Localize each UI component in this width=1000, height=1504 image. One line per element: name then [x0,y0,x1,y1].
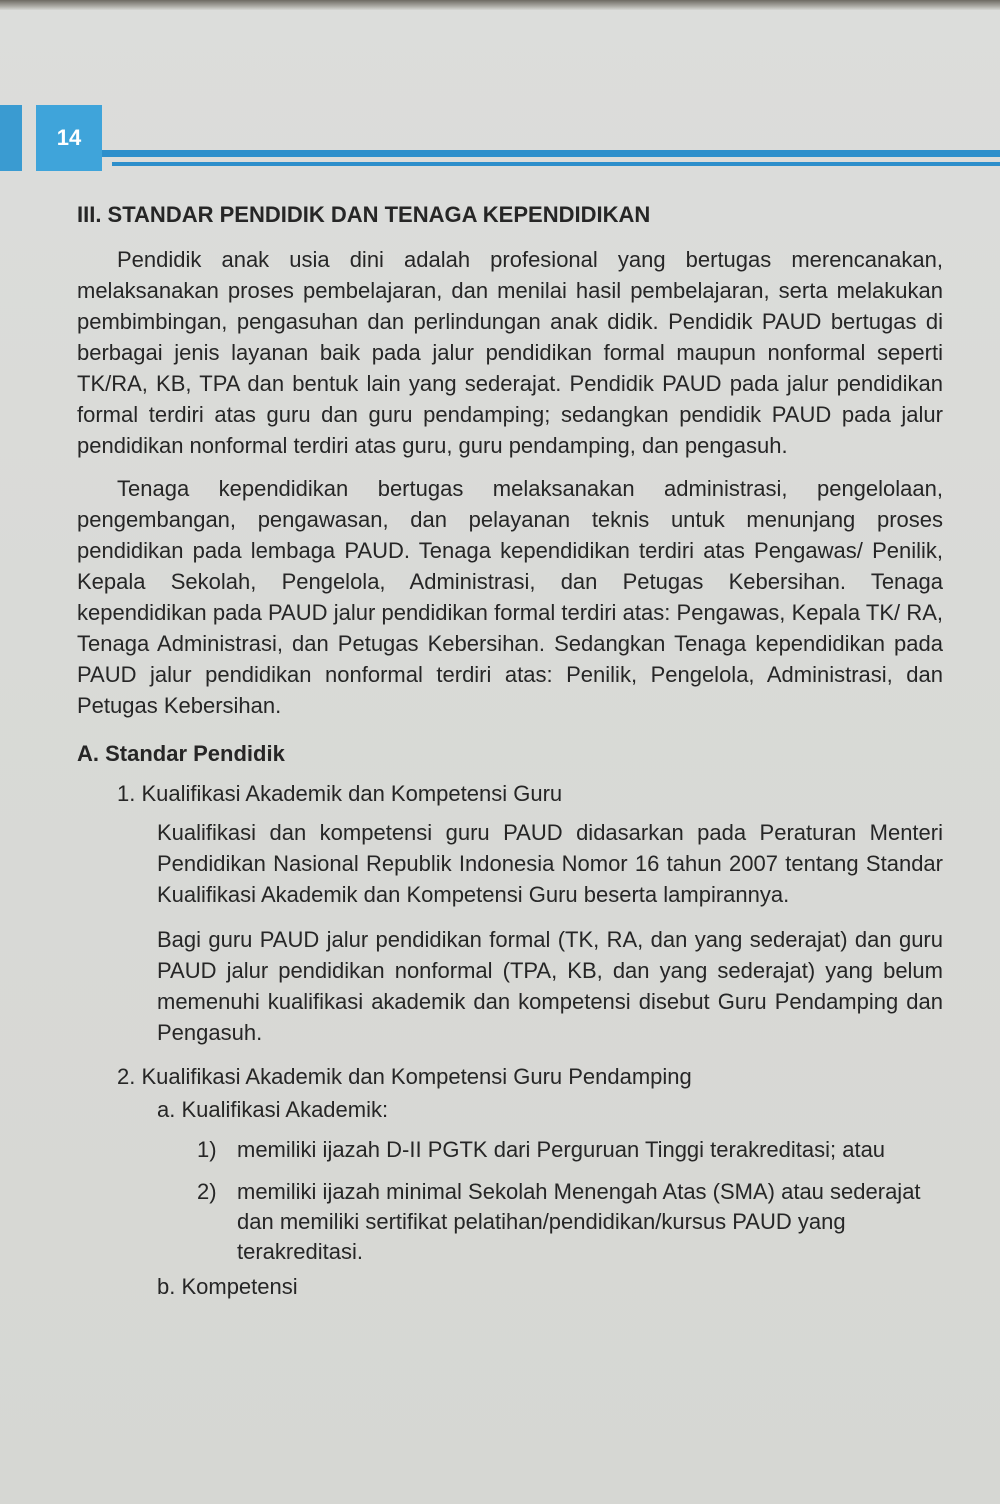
section-paragraph-1: Pendidik anak usia dini adalah profesional yang bertugas merencanakan, melaksanakan proses pembelajaran, dan menilai hasil pembelajaran, serta melakukan pembimbingan, pengasuhan dan perlindungan anak didik. Pendidik PAUD bertugas di berbagai jenis layanan baik pada jalur pendidikan formal maupun nonformal seperti TK/RA, KB, TPA dan bentuk lain yang sederajat. Pendidik PAUD pada jalur pendidikan formal terdiri atas guru dan guru pendamping; sedangkan pendidik PAUD pada jalur pendidikan nonformal terdiri atas guru, guru pendamping, dan pengasuh. [77,247,943,458]
header-rule-thin [112,162,1000,166]
list-item-text: memiliki ijazah minimal Sekolah Menengah Atas (SMA) atau sederajat dan memiliki sertifikat pelatihan/pendidikan/kursus PAUD yang terakreditasi. [237,1179,921,1264]
page-top-edge [0,0,1000,10]
header-tab-strip [0,105,22,171]
list-item-text: memiliki ijazah D-II PGTK dari Perguruan Tinggi terakreditasi; atau [237,1137,886,1162]
list-item [197,1177,943,1267]
page-number: 14 [56,125,82,150]
item-1-paragraph-1: Kualifikasi dan kompetensi guru PAUD didasarkan pada Peraturan Menteri Pendidikan Nasional Republik Indonesia Nomor 16 tahun 2007 tentang Standar Kualifikasi Akademik dan Kompetensi Guru beserta lampirannya. [157,820,943,907]
item-2-sub-b-title: b. Kompetensi [157,1274,298,1299]
item-1-title: 1. Kualifikasi Akademik dan Kompetensi Guru [117,781,563,806]
list-item-number: 1) [197,1137,217,1162]
section-paragraph-2: Tenaga kependidikan bertugas melaksanakan administrasi, pengelolaan, pengembangan, pengawasan, dan pelayanan teknis untuk menunjang proses pendidikan pada lembaga PAUD. Tenaga kependidikan terdiri atas Pengawas/ Penilik, Kepala Sekolah, Pengelola, Administrasi, dan Petugas Kebersihan. Tenaga kependidikan pada PAUD jalur pendidikan formal terdiri atas: Pengawas, Kepala TK/ RA, Tenaga Administrasi, dan Petugas Kebersihan. Sedangkan Tenaga kependidikan pada PAUD jalur pendidikan nonformal terdiri atas: Penilik, Pengelola, Administrasi, dan Petugas Kebersihan. [77,476,943,718]
subsection-a-title: A. Standar Pendidik [77,741,285,766]
page-number-box [36,105,102,171]
item-1-paragraph-2: Bagi guru PAUD jalur pendidikan formal (TK, RA, dan yang sederajat) dan guru PAUD jalur pendidikan nonformal (TPA, KB, dan yang sederajat) yang belum memenuhi kualifikasi akademik dan kompetensi disebut Guru Pendamping dan Pengasuh. [157,927,943,1045]
item-2-sub-a-title: a. Kualifikasi Akademik: [157,1097,389,1122]
list-item [197,1135,943,1165]
section-title: III. STANDAR PENDIDIK DAN TENAGA KEPENDIDIKAN [77,202,651,227]
header-rule-thick [102,150,1000,157]
page-content [77,200,943,1312]
item-2-title: 2. Kualifikasi Akademik dan Kompetensi Guru Pendamping [117,1064,692,1089]
list-item-number: 2) [197,1179,217,1204]
